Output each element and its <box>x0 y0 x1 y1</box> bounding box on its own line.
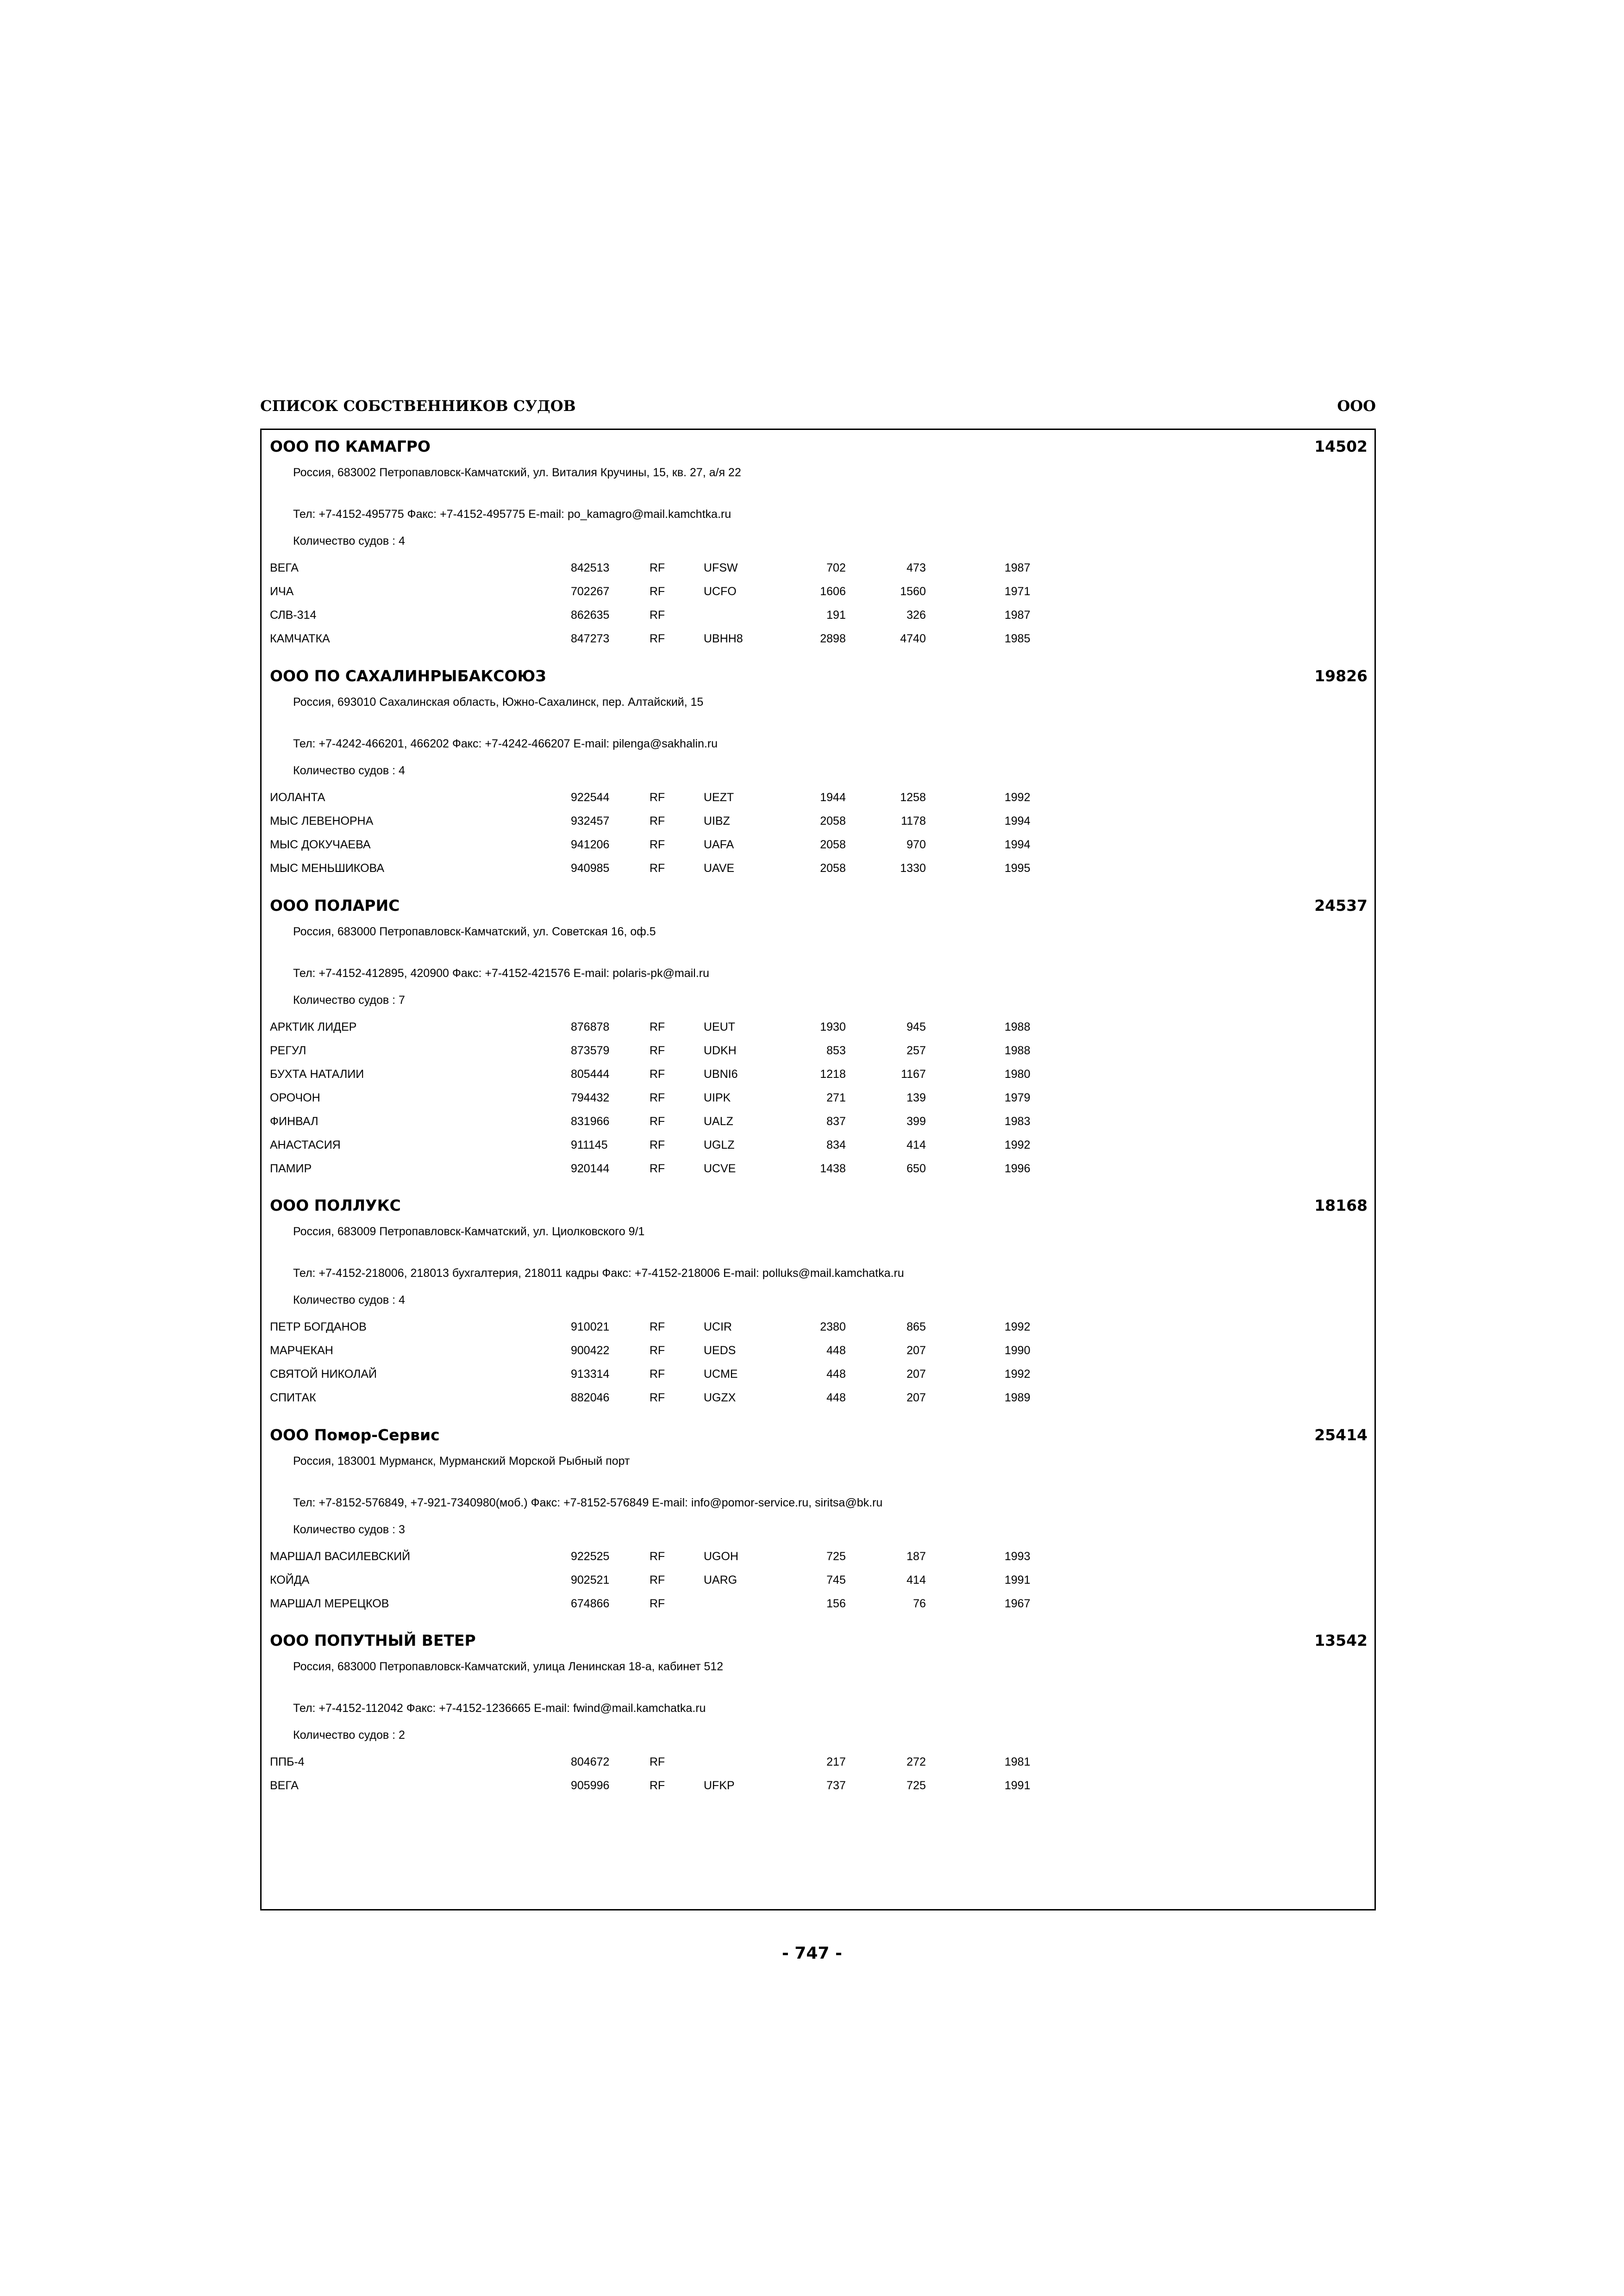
owner-name: ООО ПО САХАЛИНРЫБАКСОЮЗ <box>270 667 546 685</box>
vessel-year: 1987 <box>1005 609 1031 622</box>
vessel-year: 1993 <box>1005 1550 1031 1563</box>
vessel-row <box>262 791 1374 815</box>
vessel-flag: RF <box>650 815 665 828</box>
vessel-number: 900422 <box>571 1344 610 1357</box>
vessel-callsign: UAVE <box>704 862 735 875</box>
vessel-flag: RF <box>650 1115 665 1128</box>
vessel-year: 1994 <box>1005 838 1031 851</box>
vessel-gross-tonnage: 448 <box>826 1391 846 1404</box>
vessel-deadweight: 272 <box>906 1755 926 1768</box>
vessel-row <box>262 1597 1374 1621</box>
vessel-name: МАРЧЕКАН <box>270 1344 333 1357</box>
vessel-flag: RF <box>650 1320 665 1333</box>
vessel-number: 876878 <box>571 1020 610 1033</box>
vessel-callsign: UIBZ <box>704 815 730 828</box>
vessel-row <box>262 1162 1374 1186</box>
owner-address: Россия, 693010 Сахалинская область, Южно-Сахалинск, пер. Алтайский, 15 <box>293 696 704 709</box>
owner-address: Россия, 683002 Петропавловск-Камчатский, ул. Виталия Кручины, 15, кв. 27, а/я 22 <box>293 466 741 479</box>
owner-block <box>262 1196 1374 1415</box>
vessel-deadweight: 725 <box>906 1779 926 1792</box>
vessel-deadweight: 414 <box>906 1139 926 1151</box>
vessel-year: 1980 <box>1005 1068 1031 1081</box>
vessel-year: 1992 <box>1005 791 1031 804</box>
owner-contacts: Тел: +7-4152-412895, 420900 Факс: +7-4152-421576 E-mail: polaris-pk@mail.ru <box>293 967 710 980</box>
vessel-name: ПАМИР <box>270 1162 312 1175</box>
vessel-deadweight: 399 <box>906 1115 926 1128</box>
vessel-flag: RF <box>650 1020 665 1033</box>
vessel-deadweight: 207 <box>906 1344 926 1357</box>
vessel-number: 862635 <box>571 609 610 622</box>
vessel-name: СЛВ-314 <box>270 609 317 622</box>
vessel-deadweight: 865 <box>906 1320 926 1333</box>
owner-name: ООО ПОЛЛУКС <box>270 1196 401 1214</box>
vessel-row <box>262 1115 1374 1139</box>
vessel-callsign: UAFA <box>704 838 734 851</box>
vessel-callsign: UEDS <box>704 1344 736 1357</box>
vessel-flag: RF <box>650 1391 665 1404</box>
owner-address: Россия, 683000 Петропавловск-Камчатский, ул. Советская 16, оф.5 <box>293 925 656 938</box>
owner-contacts: Тел: +7-4152-495775 Факс: +7-4152-495775 E-mail: po_kamagro@mail.kamchtka.ru <box>293 508 731 521</box>
vessel-row <box>262 862 1374 885</box>
vessel-year: 1995 <box>1005 862 1031 875</box>
vessel-flag: RF <box>650 1755 665 1768</box>
vessel-deadweight: 414 <box>906 1574 926 1587</box>
owner-contacts: Тел: +7-8152-576849, +7-921-7340980(моб.) Факс: +7-8152-576849 E-mail: info@pomor-service.ru, siritsa@bk.ru <box>293 1496 883 1509</box>
owner-id: 18168 <box>1314 1196 1368 1214</box>
vessel-list <box>262 1020 1374 1186</box>
vessel-callsign: UGZX <box>704 1391 736 1404</box>
vessel-number: 905996 <box>571 1779 610 1792</box>
vessel-callsign: UALZ <box>704 1115 733 1128</box>
vessel-gross-tonnage: 448 <box>826 1344 846 1357</box>
owner-block <box>262 1426 1374 1621</box>
vessel-name: ОРОЧОН <box>270 1091 320 1104</box>
owner-id: 13542 <box>1314 1631 1368 1649</box>
vessel-count: Количество судов : 4 <box>293 1294 405 1307</box>
vessel-flag: RF <box>650 609 665 622</box>
vessel-flag: RF <box>650 1162 665 1175</box>
vessel-number: 902521 <box>571 1574 610 1587</box>
vessel-number: 913314 <box>571 1368 610 1381</box>
vessel-callsign: UBHH8 <box>704 632 743 645</box>
vessel-callsign: UCVE <box>704 1162 736 1175</box>
vessel-deadweight: 76 <box>913 1597 926 1610</box>
vessel-year: 1967 <box>1005 1597 1031 1610</box>
vessel-year: 1991 <box>1005 1574 1031 1587</box>
vessel-year: 1994 <box>1005 815 1031 828</box>
vessel-deadweight: 207 <box>906 1391 926 1404</box>
vessel-deadweight: 207 <box>906 1368 926 1381</box>
vessel-name: ВЕГА <box>270 561 299 574</box>
vessel-gross-tonnage: 1944 <box>820 791 846 804</box>
owner-address: Россия, 683000 Петропавловск-Камчатский, улица Ленинская 18-а, кабинет 512 <box>293 1660 724 1673</box>
vessel-year: 1981 <box>1005 1755 1031 1768</box>
vessel-callsign: UFSW <box>704 561 738 574</box>
vessel-year: 1971 <box>1005 585 1031 598</box>
vessel-gross-tonnage: 702 <box>826 561 846 574</box>
vessel-number: 932457 <box>571 815 610 828</box>
vessel-name: МАРШАЛ МЕРЕЦКОВ <box>270 1597 389 1610</box>
vessel-gross-tonnage: 2380 <box>820 1320 846 1333</box>
vessel-callsign: UARG <box>704 1574 737 1587</box>
owners-frame <box>260 429 1376 1910</box>
vessel-deadweight: 1167 <box>901 1068 926 1081</box>
vessel-number: 674866 <box>571 1597 610 1610</box>
vessel-flag: RF <box>650 838 665 851</box>
owner-contacts: Тел: +7-4242-466201, 466202 Факс: +7-4242-466207 E-mail: pilenga@sakhalin.ru <box>293 737 718 750</box>
vessel-name: АРКТИК ЛИДЕР <box>270 1020 357 1033</box>
owner-block <box>262 1631 1374 1803</box>
vessel-number: 842513 <box>571 561 610 574</box>
vessel-row <box>262 1574 1374 1597</box>
vessel-name: КОЙДА <box>270 1574 310 1587</box>
vessel-number: 702267 <box>571 585 610 598</box>
vessel-row <box>262 1020 1374 1044</box>
vessel-deadweight: 139 <box>906 1091 926 1104</box>
owner-block <box>262 667 1374 885</box>
vessel-deadweight: 4740 <box>900 632 926 645</box>
vessel-flag: RF <box>650 585 665 598</box>
vessel-number: 847273 <box>571 632 610 645</box>
vessel-name: ИОЛАНТА <box>270 791 325 804</box>
vessel-year: 1988 <box>1005 1020 1031 1033</box>
vessel-deadweight: 1330 <box>900 862 926 875</box>
vessel-gross-tonnage: 837 <box>826 1115 846 1128</box>
vessel-name: МЫС ДОКУЧАЕВА <box>270 838 371 851</box>
vessel-deadweight: 945 <box>906 1020 926 1033</box>
vessel-year: 1983 <box>1005 1115 1031 1128</box>
owner-name: ООО ПОПУТНЫЙ ВЕТЕР <box>270 1631 476 1649</box>
vessel-list <box>262 1320 1374 1415</box>
vessel-list <box>262 1550 1374 1621</box>
vessel-row <box>262 632 1374 656</box>
owner-contacts: Тел: +7-4152-218006, 218013 бухгалтерия, 218011 кадры Факс: +7-4152-218006 E-mail: polluks@mail.kamchatka.ru <box>293 1267 904 1280</box>
vessel-flag: RF <box>650 1139 665 1151</box>
section-label: ООО <box>1337 397 1376 415</box>
vessel-gross-tonnage: 1930 <box>820 1020 846 1033</box>
vessel-deadweight: 970 <box>906 838 926 851</box>
vessel-name: МЫС ЛЕВЕНОРНА <box>270 815 374 828</box>
vessel-name: СВЯТОЙ НИКОЛАЙ <box>270 1368 377 1381</box>
vessel-row <box>262 1391 1374 1415</box>
vessel-deadweight: 1258 <box>900 791 926 804</box>
vessel-row <box>262 1068 1374 1091</box>
vessel-number: 794432 <box>571 1091 610 1104</box>
vessel-flag: RF <box>650 1550 665 1563</box>
vessel-name: ИЧА <box>270 585 294 598</box>
vessel-deadweight: 257 <box>906 1044 926 1057</box>
vessel-callsign: UDKH <box>704 1044 737 1057</box>
owner-name: ООО ПО КАМАГРО <box>270 437 431 455</box>
vessel-number: 940985 <box>571 862 610 875</box>
vessel-year: 1990 <box>1005 1344 1031 1357</box>
vessel-flag: RF <box>650 862 665 875</box>
vessel-count: Количество судов : 4 <box>293 764 405 777</box>
vessel-number: 911145 <box>571 1139 608 1151</box>
vessel-row <box>262 1550 1374 1574</box>
vessel-row <box>262 1779 1374 1803</box>
vessel-gross-tonnage: 448 <box>826 1368 846 1381</box>
vessel-row <box>262 609 1374 632</box>
vessel-number: 920144 <box>571 1162 610 1175</box>
owner-block <box>262 437 1374 656</box>
vessel-deadweight: 1560 <box>900 585 926 598</box>
vessel-deadweight: 326 <box>906 609 926 622</box>
vessel-name: ППБ-4 <box>270 1755 305 1768</box>
vessel-year: 1996 <box>1005 1162 1031 1175</box>
vessel-flag: RF <box>650 561 665 574</box>
vessel-flag: RF <box>650 632 665 645</box>
vessel-year: 1992 <box>1005 1368 1031 1381</box>
vessel-callsign: UEUT <box>704 1020 736 1033</box>
vessel-count: Количество судов : 2 <box>293 1729 405 1742</box>
vessel-row <box>262 1344 1374 1368</box>
vessel-callsign: UCFO <box>704 585 737 598</box>
vessel-flag: RF <box>650 1068 665 1081</box>
owner-contacts: Тел: +7-4152-112042 Факс: +7-4152-1236665 E-mail: fwind@mail.kamchatka.ru <box>293 1702 706 1715</box>
vessel-year: 1985 <box>1005 632 1031 645</box>
owner-name: ООО Помор-Сервис <box>270 1426 440 1444</box>
vessel-year: 1992 <box>1005 1320 1031 1333</box>
vessel-number: 805444 <box>571 1068 610 1081</box>
vessel-number: 882046 <box>571 1391 610 1404</box>
vessel-gross-tonnage: 834 <box>826 1139 846 1151</box>
vessel-gross-tonnage: 725 <box>826 1550 846 1563</box>
vessel-gross-tonnage: 191 <box>826 609 846 622</box>
vessel-callsign: UIPK <box>704 1091 731 1104</box>
vessel-callsign: UFKP <box>704 1779 735 1792</box>
owner-id: 25414 <box>1314 1426 1368 1444</box>
vessel-number: 941206 <box>571 838 610 851</box>
vessel-callsign: UCME <box>704 1368 738 1381</box>
owner-name: ООО ПОЛАРИС <box>270 896 400 915</box>
vessel-row <box>262 585 1374 609</box>
vessel-year: 1989 <box>1005 1391 1031 1404</box>
vessel-gross-tonnage: 2058 <box>820 838 846 851</box>
vessel-year: 1988 <box>1005 1044 1031 1057</box>
vessel-callsign: UEZT <box>704 791 734 804</box>
vessel-gross-tonnage: 737 <box>826 1779 846 1792</box>
vessel-year: 1991 <box>1005 1779 1031 1792</box>
vessel-name: МЫС МЕНЬШИКОВА <box>270 862 385 875</box>
vessel-name: КАМЧАТКА <box>270 632 330 645</box>
running-head <box>260 397 1376 420</box>
owner-address: Россия, 683009 Петропавловск-Камчатский, ул. Циолковского 9/1 <box>293 1225 645 1238</box>
page-number: - 747 - <box>781 1944 843 1963</box>
vessel-count: Количество судов : 4 <box>293 535 405 548</box>
vessel-name: ВЕГА <box>270 1779 299 1792</box>
vessel-flag: RF <box>650 1779 665 1792</box>
vessel-gross-tonnage: 2058 <box>820 815 846 828</box>
vessel-gross-tonnage: 1606 <box>820 585 846 598</box>
vessel-row <box>262 561 1374 585</box>
vessel-name: РЕГУЛ <box>270 1044 306 1057</box>
vessel-row <box>262 1320 1374 1344</box>
vessel-name: ФИНВАЛ <box>270 1115 319 1128</box>
owner-id: 14502 <box>1314 437 1368 455</box>
vessel-gross-tonnage: 745 <box>826 1574 846 1587</box>
vessel-deadweight: 1178 <box>901 815 926 828</box>
vessel-year: 1987 <box>1005 561 1031 574</box>
vessel-flag: RF <box>650 1597 665 1610</box>
vessel-row <box>262 1044 1374 1068</box>
vessel-list <box>262 1755 1374 1803</box>
vessel-flag: RF <box>650 791 665 804</box>
vessel-name: МАРШАЛ ВАСИЛЕВСКИЙ <box>270 1550 411 1563</box>
vessel-row <box>262 838 1374 862</box>
vessel-row <box>262 815 1374 838</box>
vessel-deadweight: 650 <box>906 1162 926 1175</box>
vessel-flag: RF <box>650 1368 665 1381</box>
vessel-row <box>262 1139 1374 1162</box>
owner-id: 24537 <box>1314 896 1368 915</box>
vessel-number: 873579 <box>571 1044 610 1057</box>
vessel-number: 922525 <box>571 1550 610 1563</box>
vessel-callsign: UGLZ <box>704 1139 735 1151</box>
vessel-year: 1979 <box>1005 1091 1031 1104</box>
vessel-number: 922544 <box>571 791 610 804</box>
vessel-count: Количество судов : 7 <box>293 994 405 1007</box>
vessel-callsign: UBNI6 <box>704 1068 738 1081</box>
vessel-gross-tonnage: 2898 <box>820 632 846 645</box>
vessel-number: 910021 <box>571 1320 610 1333</box>
page-title: СПИСОК СОБСТВЕННИКОВ СУДОВ <box>260 397 576 415</box>
vessel-gross-tonnage: 156 <box>826 1597 846 1610</box>
vessel-count: Количество судов : 3 <box>293 1523 405 1536</box>
vessel-flag: RF <box>650 1574 665 1587</box>
vessel-gross-tonnage: 2058 <box>820 862 846 875</box>
owner-id: 19826 <box>1314 667 1368 685</box>
vessel-flag: RF <box>650 1044 665 1057</box>
vessel-number: 804672 <box>571 1755 610 1768</box>
vessel-callsign: UCIR <box>704 1320 732 1333</box>
vessel-name: СПИТАК <box>270 1391 316 1404</box>
vessel-number: 831966 <box>571 1115 610 1128</box>
owner-block <box>262 896 1374 1186</box>
vessel-gross-tonnage: 1218 <box>820 1068 846 1081</box>
vessel-gross-tonnage: 217 <box>826 1755 846 1768</box>
vessel-deadweight: 187 <box>906 1550 926 1563</box>
vessel-callsign: UGOH <box>704 1550 738 1563</box>
vessel-list <box>262 791 1374 885</box>
vessel-gross-tonnage: 1438 <box>820 1162 846 1175</box>
vessel-name: БУХТА НАТАЛИИ <box>270 1068 364 1081</box>
vessel-list <box>262 561 1374 656</box>
vessel-gross-tonnage: 853 <box>826 1044 846 1057</box>
vessel-row <box>262 1368 1374 1391</box>
owner-address: Россия, 183001 Мурманск, Мурманский Морской Рыбный порт <box>293 1455 630 1468</box>
vessel-row <box>262 1091 1374 1115</box>
vessel-gross-tonnage: 271 <box>826 1091 846 1104</box>
vessel-flag: RF <box>650 1344 665 1357</box>
vessel-deadweight: 473 <box>906 561 926 574</box>
vessel-name: АНАСТАСИЯ <box>270 1139 341 1151</box>
vessel-row <box>262 1755 1374 1779</box>
vessel-flag: RF <box>650 1091 665 1104</box>
vessel-name: ПЕТР БОГДАНОВ <box>270 1320 367 1333</box>
vessel-year: 1992 <box>1005 1139 1031 1151</box>
